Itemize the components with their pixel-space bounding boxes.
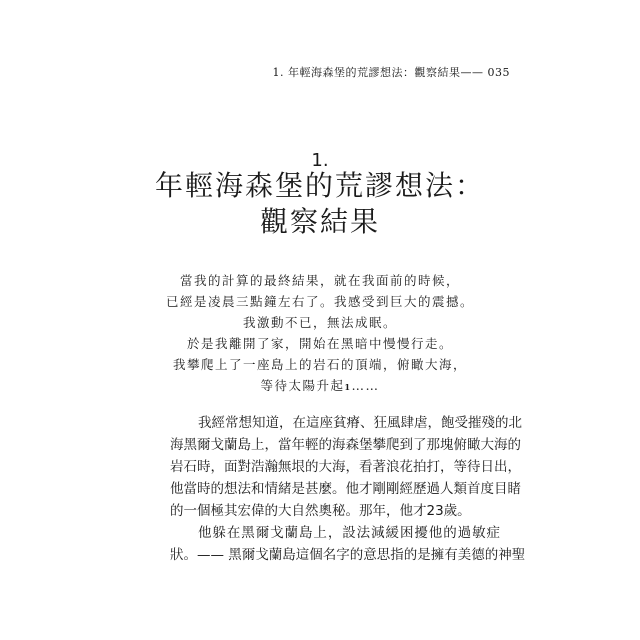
epigraph-line-6 — [0, 375, 640, 398]
body-p2-line-2: 狀。—— 黑爾戈蘭島這個名字的意思指的是擁有美德的神聖 — [170, 547, 526, 563]
epigraph-line-5: 我攀爬上了一座島上的岩石的頂端，俯瞰大海， — [172, 357, 467, 372]
epigraph-ellipsis: …… — [351, 378, 380, 393]
body-p2-line-1: 他躲在黑爾戈蘭島上，設法減緩困擾他的過敏症 — [198, 525, 500, 541]
epigraph-line-6-text: 等待太陽升起 — [260, 378, 345, 393]
body-text — [170, 412, 526, 566]
body-p1-line-2: 海黑爾戈蘭島上，當年輕的海森堡攀爬到了那塊俯瞰大海的 — [170, 437, 521, 453]
chapter-title — [0, 168, 640, 240]
body-p1-line-5: 的一個極其宏偉的大自然奧秘。那年，他才23歲。 — [170, 503, 471, 519]
epigraph — [0, 270, 640, 398]
epigraph-line-1: 當我的計算的最終結果，就在我面前的時候， — [179, 273, 460, 288]
footnote-mark: 1 — [344, 382, 352, 392]
body-p1-line-4: 他當時的想法和情緒是甚麼。他才剛剛經歷過人類首度目睹 — [170, 481, 521, 497]
chapter-number: 1. — [311, 150, 329, 171]
chapter-title-line-1: 年輕海森堡的荒謬想法： — [154, 169, 485, 202]
chapter-title-line-2: 觀察結果 — [259, 205, 380, 238]
running-head: 1. 年輕海森堡的荒謬想法：觀察結果—— 035 — [272, 66, 510, 79]
body-p1-line-3: 岩石時，面對浩瀚無垠的大海，看著浪花拍打，等待日出， — [170, 459, 521, 475]
body-p1-line-1: 我經常想知道，在這座貧瘠、狂風肆虐，飽受摧殘的北 — [198, 415, 522, 431]
epigraph-line-3: 我激動不已，無法成眠。 — [242, 315, 397, 330]
epigraph-line-2: 已經是凌晨三點鐘左右了。我感受到巨大的震撼。 — [165, 294, 474, 309]
epigraph-line-4: 於是我離開了家，開始在黑暗中慢慢行走。 — [186, 336, 453, 351]
